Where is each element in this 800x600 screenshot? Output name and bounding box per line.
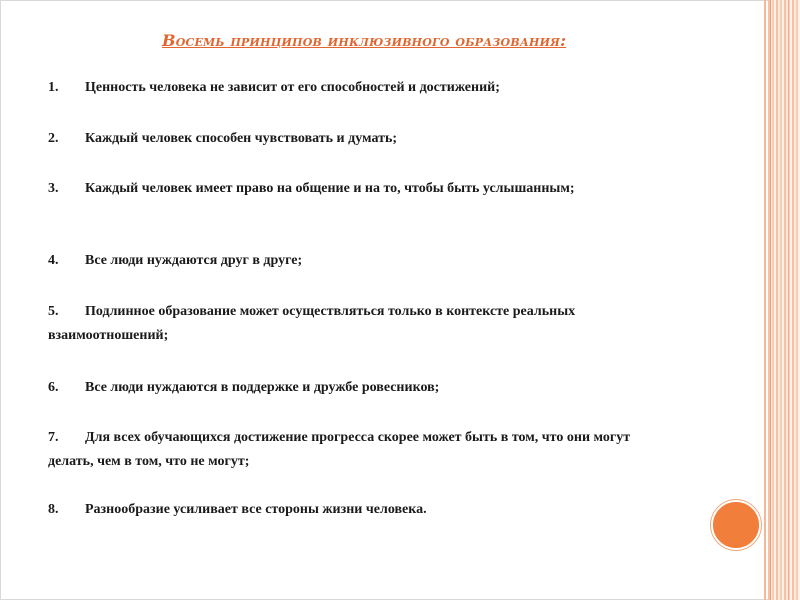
principle-item bbox=[48, 127, 688, 151]
decorative-band bbox=[768, 0, 800, 600]
principle-text: Для всех обучающихся достижение прогресса скорее может быть в том, что они могут делать, чем в том, что не могут; bbox=[48, 430, 631, 469]
decorative-stripe bbox=[788, 0, 789, 600]
principle-text: Ценность человека не зависит от его способностей и достижений; bbox=[85, 80, 500, 95]
principle-number: 4. bbox=[48, 253, 59, 268]
principle-number: 6. bbox=[48, 380, 59, 395]
principle-item bbox=[48, 249, 688, 273]
principle-number: 1. bbox=[48, 80, 59, 95]
principle-number: 2. bbox=[48, 131, 59, 146]
principle-text: Каждый человек способен чувствовать и думать; bbox=[85, 131, 398, 146]
decorative-stripe bbox=[764, 0, 766, 600]
principle-number: 3. bbox=[48, 181, 59, 196]
principle-number: 7. bbox=[48, 430, 59, 445]
decorative-circle-icon bbox=[711, 500, 761, 550]
principle-item bbox=[48, 426, 678, 474]
principle-text: Каждый человек имеет право на общение и на то, чтобы быть услышанным; bbox=[85, 181, 575, 196]
principle-item bbox=[48, 498, 688, 522]
principle-item bbox=[48, 376, 688, 400]
principle-number: 5. bbox=[48, 304, 59, 319]
principle-item bbox=[48, 76, 688, 100]
principle-number: 8. bbox=[48, 502, 59, 517]
principle-item bbox=[48, 177, 628, 201]
principle-text: Все люди нуждаются друг в друге; bbox=[85, 253, 303, 268]
decorative-stripe bbox=[770, 0, 771, 600]
principle-text: Подлинное образование может осуществляться только в контексте реальных взаимоотношений; bbox=[48, 304, 576, 343]
principle-text: Все люди нуждаются в поддержке и дружбе ровесников; bbox=[85, 380, 440, 395]
slide-title: Восемь принципов инклюзивного образования: bbox=[162, 31, 567, 50]
principle-item bbox=[48, 300, 638, 348]
principle-text: Разнообразие усиливает все стороны жизни человека. bbox=[85, 502, 427, 517]
